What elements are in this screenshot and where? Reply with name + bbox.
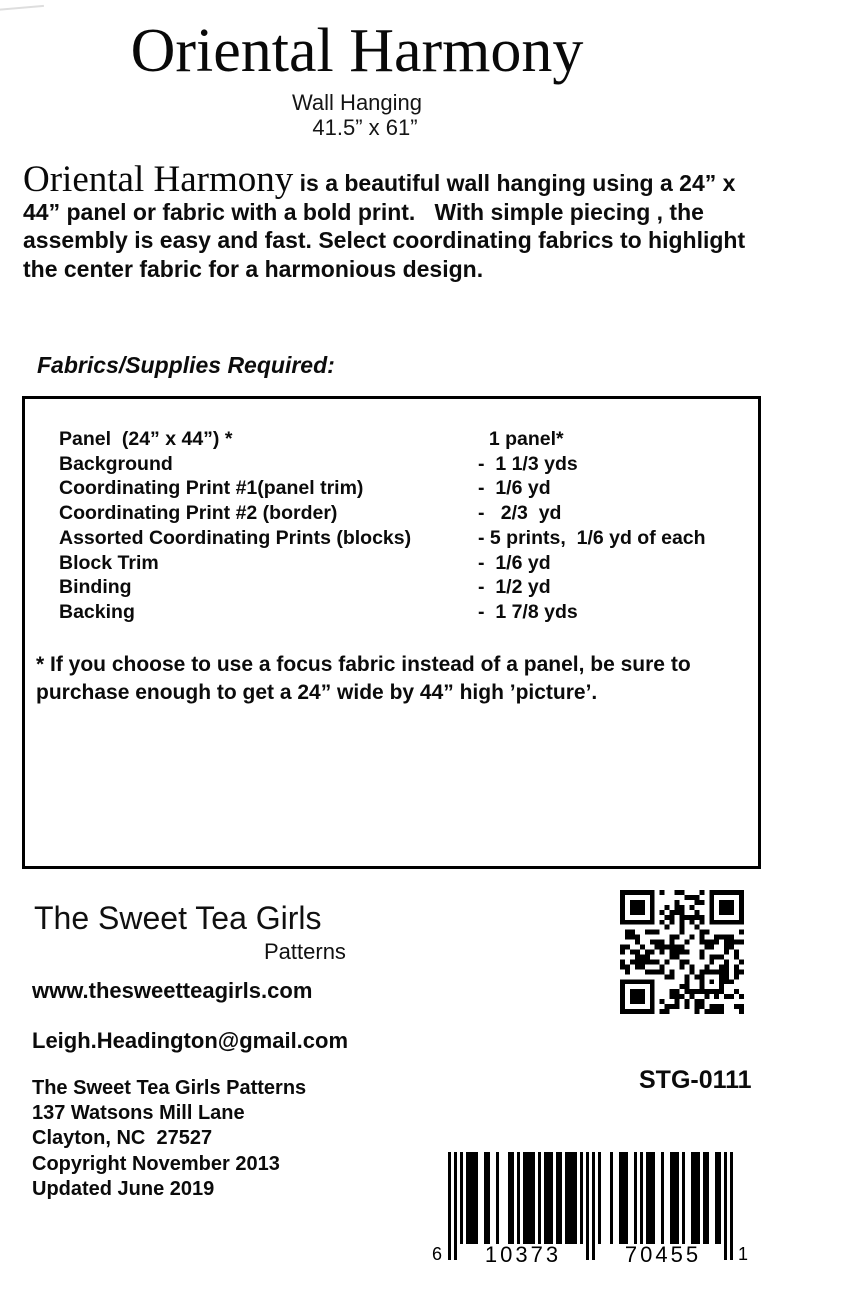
supply-label: Background (59, 452, 173, 475)
barcode-group-2: 70455 (624, 1242, 702, 1267)
barcode-left-digit: 6 (432, 1244, 443, 1264)
header (0, 18, 714, 140)
intro-line-1: is a beautiful wall hanging using a 24” x (293, 170, 736, 196)
address-line: The Sweet Tea Girls Patterns (32, 1077, 307, 1099)
supply-amount: - 2/3 yd (478, 502, 562, 525)
page-title: Oriental Harmony (130, 17, 584, 85)
table-row (59, 452, 749, 477)
qr-code-icon (620, 890, 744, 1014)
table-row (59, 575, 749, 600)
footnote-line-1: * If you choose to use a focus fabric instead of a panel, be sure to (36, 653, 691, 676)
scan-artifact (0, 5, 44, 11)
intro-line-4: the center fabric for a harmonious design. (23, 255, 484, 282)
table-row (59, 526, 749, 551)
supply-label: Coordinating Print #2 (border) (59, 502, 338, 525)
supply-label: Assorted Coordinating Prints (blocks) (59, 526, 412, 549)
panel-footnote (36, 651, 736, 707)
table-row (59, 427, 749, 452)
supply-amount: - 1 1/3 yds (478, 452, 578, 475)
address-line: 137 Watsons Mill Lane (32, 1102, 245, 1125)
supplies-box (22, 396, 761, 869)
address-line: Copyright November 2013 (32, 1152, 280, 1175)
intro-lead: Oriental Harmony (23, 159, 294, 200)
supply-label: Binding (59, 576, 132, 599)
table-row (59, 501, 749, 526)
footnote-line-2: purchase enough to get a 24” wide by 44” high ’picture’. (36, 681, 598, 704)
intro-line-2: 44” panel or fabric with a bold print. With simple piecing , the (23, 198, 704, 225)
supply-amount: - 1 7/8 yds (478, 600, 578, 623)
brand-name: The Sweet Tea Girls (34, 900, 322, 936)
intro-line-3: assembly is easy and fast. Select coordinating fabrics to highlight (23, 227, 746, 253)
supply-label: Panel (24” x 44”) * (59, 428, 233, 450)
finished-dimensions: 41.5” x 61” (312, 115, 418, 140)
table-row (59, 600, 749, 625)
address-line: Clayton, NC 27527 (32, 1127, 213, 1150)
supply-amount: - 1/2 yd (478, 576, 551, 599)
supply-amount: 1 panel* (478, 428, 564, 450)
contact-email: Leigh.Headington@gmail.com (32, 1028, 349, 1053)
supply-label: Backing (59, 600, 135, 623)
publisher-address-block (32, 1076, 306, 1202)
table-row (59, 476, 749, 501)
pattern-number: STG-0111 (639, 1066, 752, 1094)
website-url: www.thesweetteagirls.com (32, 978, 313, 1003)
supply-label: Block Trim (59, 551, 159, 574)
brand-subtitle: Patterns (264, 939, 346, 964)
table-row (59, 551, 749, 576)
intro-paragraph (23, 159, 746, 283)
supplies-heading: Fabrics/Supplies Required: (37, 352, 335, 378)
supply-amount: - 5 prints, 1/6 yd of each (478, 526, 706, 549)
barcode-group-1: 10373 (484, 1242, 562, 1267)
upc-barcode-icon (430, 1150, 752, 1276)
supply-amount: - 1/6 yd (478, 551, 551, 574)
supply-amount: - 1/6 yd (478, 477, 551, 500)
address-line: Updated June 2019 (32, 1177, 215, 1200)
barcode-right-digit: 1 (738, 1244, 749, 1264)
supplies-table (59, 427, 749, 625)
subtitle: Wall Hanging (291, 90, 423, 115)
supply-label: Coordinating Print #1(panel trim) (59, 477, 364, 500)
